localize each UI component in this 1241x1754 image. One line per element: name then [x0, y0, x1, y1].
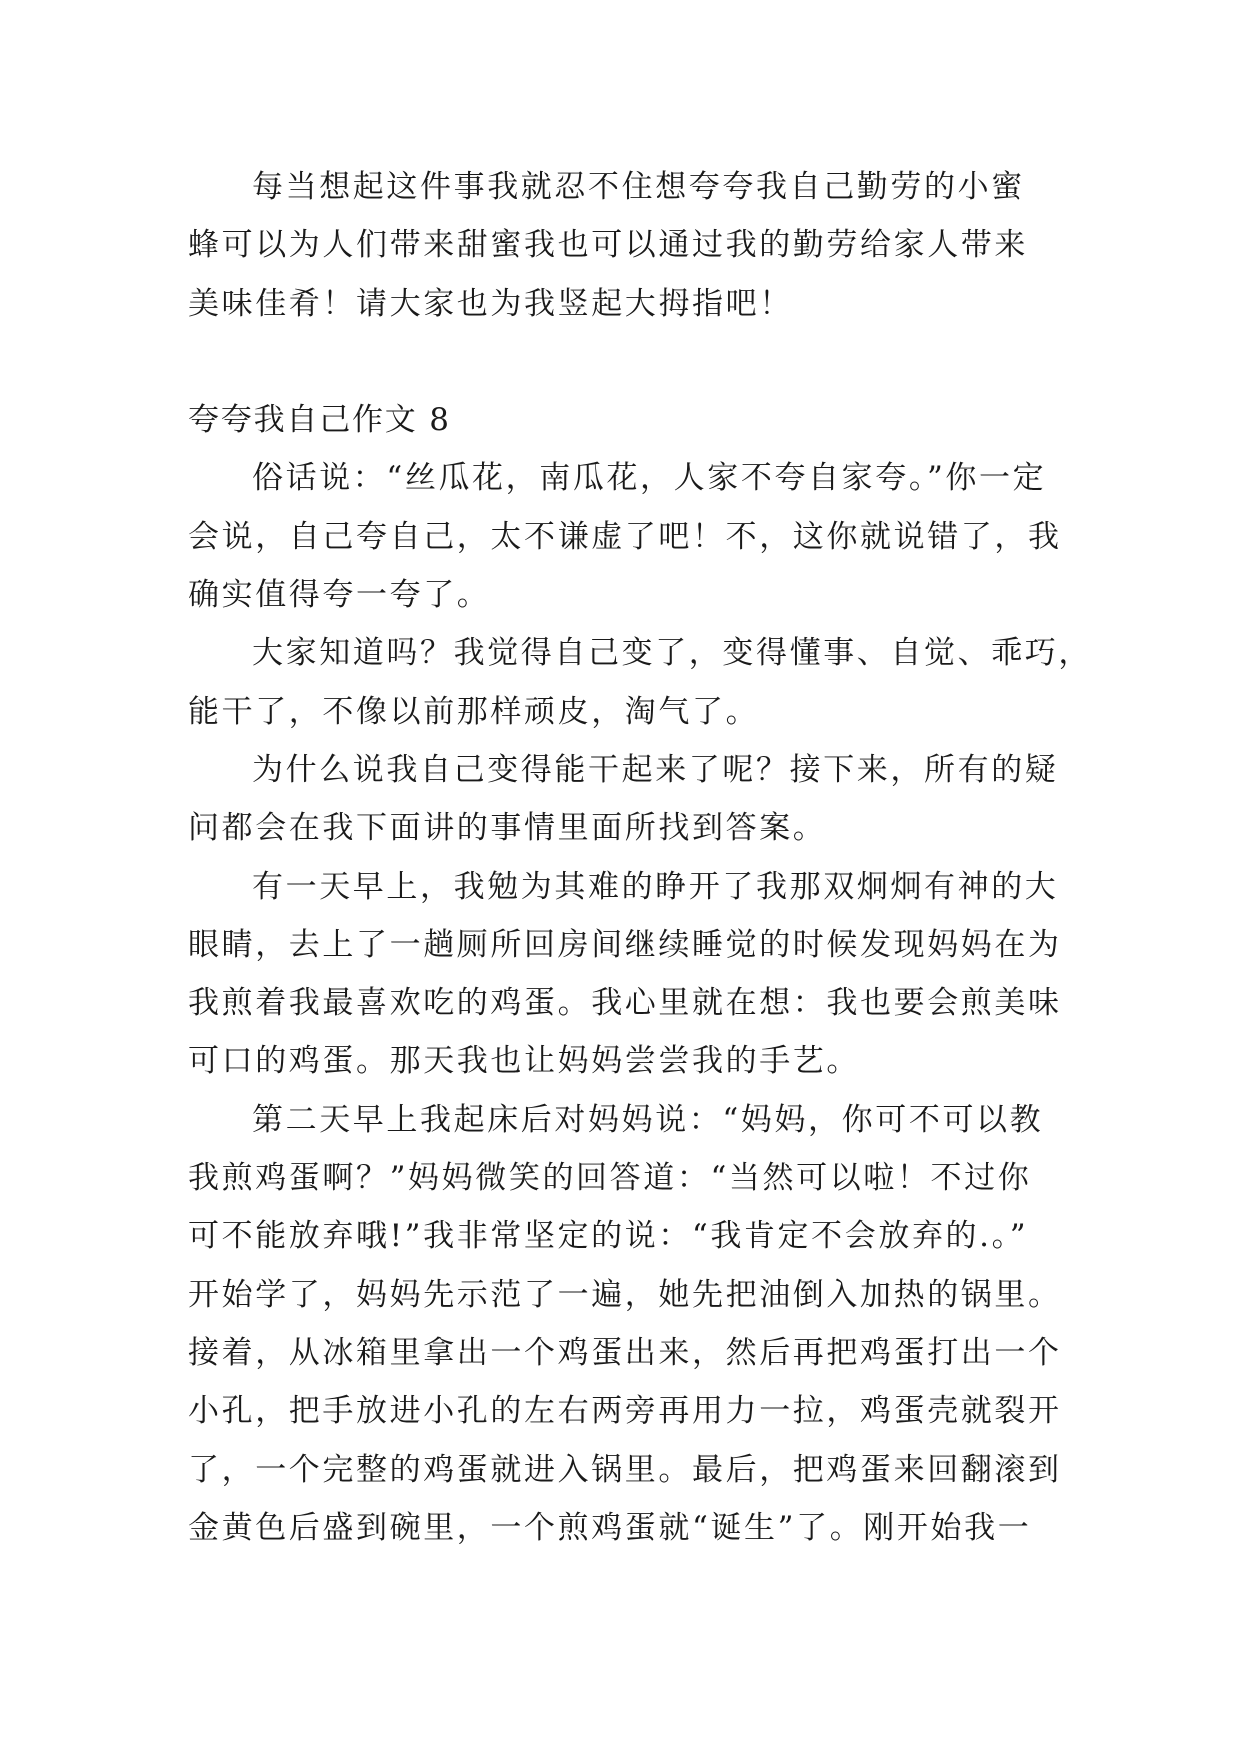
- document-body: [188, 158, 1092, 1557]
- text-line: 第二天早上我起床后对妈妈说：“妈妈，你可不可以教: [252, 1101, 1044, 1138]
- text-line: 可不能放弃哦!”我非常坚定的说：“我肯定不会放弃的.。”: [188, 1218, 1029, 1255]
- paragraph-5: [188, 1091, 1062, 1557]
- paragraph-1: [188, 449, 1062, 624]
- text-line: 了，一个完整的鸡蛋就进入锅里。最后，把鸡蛋来回翻滚到: [188, 1451, 1062, 1488]
- paragraph-4: [188, 858, 1062, 1091]
- text-line: 金黄色后盛到碗里，一个煎鸡蛋就“诞生”了。刚开始我一: [188, 1509, 1032, 1546]
- text-line: 我煎鸡蛋啊？”妈妈微笑的回答道：“当然可以啦！不过你: [188, 1160, 1032, 1197]
- paragraph-3: [188, 741, 1059, 858]
- section-gap: [188, 333, 1054, 391]
- text-line: 为什么说我自己变得能干起来了呢？接下来，所有的疑: [252, 751, 1059, 788]
- text-line: 接着，从冰箱里拿出一个鸡蛋出来，然后再把鸡蛋打出一个: [188, 1334, 1062, 1371]
- text-line: 问都会在我下面讲的事情里面所找到答案。: [188, 810, 827, 847]
- text-line: 小孔，把手放进小孔的左右两旁再用力一拉，鸡蛋壳就裂开: [188, 1393, 1062, 1430]
- text-line: 大家知道吗？我觉得自己变了，变得懂事、自觉、乖巧，: [252, 635, 1092, 672]
- text-line: 开始学了，妈妈先示范了一遍，她先把油倒入加热的锅里。: [188, 1276, 1062, 1313]
- text-line: 能干了，不像以前那样顽皮，淘气了。: [188, 693, 760, 730]
- text-line: 有一天早上，我勉为其难的睁开了我那双炯炯有神的大: [252, 868, 1059, 905]
- paragraph-intro: [188, 158, 1054, 333]
- text-line: 我煎着我最喜欢吃的鸡蛋。我心里就在想：我也要会煎美味: [188, 985, 1062, 1022]
- text-line: 确实值得夸一夸了。: [188, 577, 491, 614]
- text-line: 美味佳肴！请大家也为我竖起大拇指吧！: [188, 285, 793, 322]
- text-line: 俗话说：“丝瓜花，南瓜花，人家不夸自家夸。”你一定: [252, 460, 1047, 497]
- text-line: 会说，自己夸自己，太不谦虚了吧！不，这你就说错了，我: [188, 518, 1062, 555]
- text-line: 每当想起这件事我就忍不住想夸夸我自己勤劳的小蜜: [252, 169, 1025, 205]
- text-line: 蜂可以为人们带来甜蜜我也可以通过我的勤劳给家人带来: [188, 227, 1028, 264]
- text-line: 眼睛，去上了一趟厕所回房间继续睡觉的时候发现妈妈在为: [188, 926, 1062, 963]
- paragraph-2: [188, 624, 1092, 741]
- text-line: 可口的鸡蛋。那天我也让妈妈尝尝我的手艺。: [188, 1043, 860, 1080]
- section-heading: 夸夸我自己作文 8: [188, 402, 451, 439]
